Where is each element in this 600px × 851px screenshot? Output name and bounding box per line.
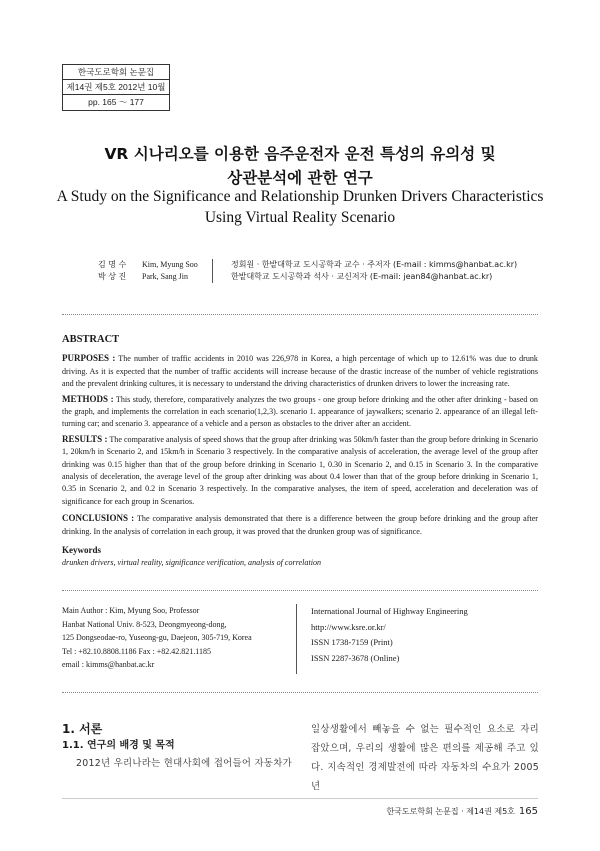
- journal-info-line: ISSN 2287-3678 (Online): [311, 652, 400, 663]
- journal-info-line: International Journal of Highway Engineering: [311, 606, 468, 616]
- journal-name: 한국도로학회 논문집: [63, 65, 169, 80]
- conclusions-text: The comparative analysis demonstrated that there is a difference between the group before drinking and the group after drinking. In the analysis of correlation in each group, it was proved that the drunken group was of significance.: [62, 514, 538, 536]
- body-paragraph: 2012년 우리나라는 현대사회에 접어들어 자동차가: [76, 758, 292, 769]
- title-korean-line-1: VR 시나리오를 이용한 음주운전자 운전 특성의 유의성 및: [104, 145, 496, 163]
- purposes-text: The number of traffic accidents in 2010 was 226,978 in Korea, a high percentage of which up to 12.61% was due to drunk driving. As it is expected that the number of traffic accidents will increase because of the drastic increase of the number of vehicle registrations and the prevalent drinking cultures, it is necessary to understand the driving characteristics of drunken drivers to lower the increasing rate.: [62, 354, 538, 389]
- abstract-methods: [62, 393, 538, 431]
- author-row: [98, 271, 517, 283]
- methods-text: This study, therefore, comparatively analyzes the two groups - one group before drinking and the other after drinking - based on the graph, and implements the correlation in each scenario(1,2,3). scenario 1. appearance of jaywalkers; scenario 2. appearance of an illegal left-turning car; and scenario 3. appearance of a vehicle and a person as obstacles to the driver after an accident.: [62, 394, 538, 429]
- contact-line: email : kimms@hanbat.ac.kr: [62, 660, 155, 669]
- page-number: 165: [518, 806, 538, 817]
- footer-rule: [62, 798, 538, 799]
- body-right-column: 일상생활에서 빼놓을 수 없는 필수적인 요소로 자리 잡았으며, 우리의 생활에 많은 편의를 제공해 주고 있다. 지속적인 경제발전에 따라 자동차의 수요가 2005년: [311, 724, 539, 792]
- contact-line: Hanbat National Univ. 8-523, Deongmyeong-dong,: [62, 619, 227, 629]
- results-text: The comparative analysis of speed shows that the group after drinking was 50km/h faster than the group before drinking in Scenario 1, 20km/h in Scenario 2, and 15km/h in Scenario 3 respectively. In the comparative analysis of acceleration, the average level of the group after drinking was 0.15 higher than that of the group before drinking in Scenario 1, 0.30 in Scenario 2, and 0.15 in Scenario 3. In the comparative analysis of deceleration, the average level of the group after drinking was about 0.4 lower than that of the group before drinking in Scenario 1, 0.35 in Scenario 2, and 0.2 in Scenario 3 respectively. In the comparative analyses, the item of speed, acceleration and deceleration was of significance for each group in Scenarios.: [62, 434, 538, 506]
- abstract-heading: ABSTRACT: [62, 334, 120, 345]
- journal-pages: pp. 165 ～ 177: [88, 97, 144, 107]
- title-english-line-1: A Study on the Significance and Relationship Drunken Drivers Characteristics: [56, 188, 544, 205]
- keywords-heading: Keywords: [62, 545, 101, 556]
- section-heading: 1. 서론: [62, 722, 103, 736]
- results-label: RESULTS :: [62, 433, 108, 444]
- abstract-conclusions: [62, 512, 538, 538]
- divider: [62, 590, 538, 591]
- journal-publication-info: [311, 604, 531, 666]
- methods-label: METHODS :: [62, 393, 114, 404]
- purposes-label: PURPOSES :: [62, 353, 116, 364]
- journal-volume: 제14권 제5호 2012년 10월: [63, 80, 169, 95]
- journal-info-line: ISSN 1738-7159 (Print): [311, 637, 393, 647]
- author-row: [98, 259, 517, 271]
- author-affiliation: 정회원 · 한밭대학교 도시공학과 교수 · 주저자 (E-mail : kimms@hanbat.ac.kr): [212, 259, 517, 271]
- author-list: [98, 259, 517, 283]
- body-left-column: [62, 720, 292, 773]
- contact-line: Tel : +82.10.8808.1186 Fax : +82.42.821.1185: [62, 646, 211, 656]
- contact-line: 125 Dongseodae-ro, Yuseong-gu, Daejeon, 305-719, Korea: [62, 633, 252, 642]
- subsection-heading: 1.1. 연구의 배경 및 목적: [62, 740, 175, 751]
- footer-journal-text: 한국도로학회 논문집 · 제14권 제5호: [386, 807, 515, 816]
- journal-info-line: http://www.ksre.or.kr/: [311, 621, 386, 632]
- title-korean: [0, 142, 600, 190]
- column-divider: [296, 604, 297, 674]
- keywords-text: drunken drivers, virtual reality, significance verification, analysis of correlation: [62, 557, 322, 567]
- author-affiliation: 한밭대학교 도시공학과 석사 · 교신저자 (E-mail: jean84@hanbat.ac.kr): [212, 271, 492, 283]
- divider: [62, 692, 538, 693]
- author-name-en: Kim, Myung Soo: [142, 260, 198, 269]
- title-english: [0, 186, 600, 228]
- journal-info-box: [62, 64, 170, 111]
- author-name-ko: 김 명 수: [98, 260, 127, 269]
- abstract-section: [62, 334, 538, 569]
- title-korean-line-2: 상관분석에 관한 연구: [227, 169, 373, 187]
- author-name-ko: 박 상 진: [98, 272, 127, 281]
- abstract-purposes: [62, 352, 538, 390]
- divider: [62, 314, 538, 315]
- page-footer: [386, 806, 538, 817]
- contact-line: Main Author : Kim, Myung Soo, Professor: [62, 606, 200, 615]
- abstract-results: [62, 433, 538, 508]
- title-english-line-2: Using Virtual Reality Scenario: [204, 209, 396, 226]
- conclusions-label: CONCLUSIONS :: [62, 513, 135, 524]
- author-name-en: Park, Sang Jin: [142, 272, 188, 281]
- author-contact: [62, 604, 292, 672]
